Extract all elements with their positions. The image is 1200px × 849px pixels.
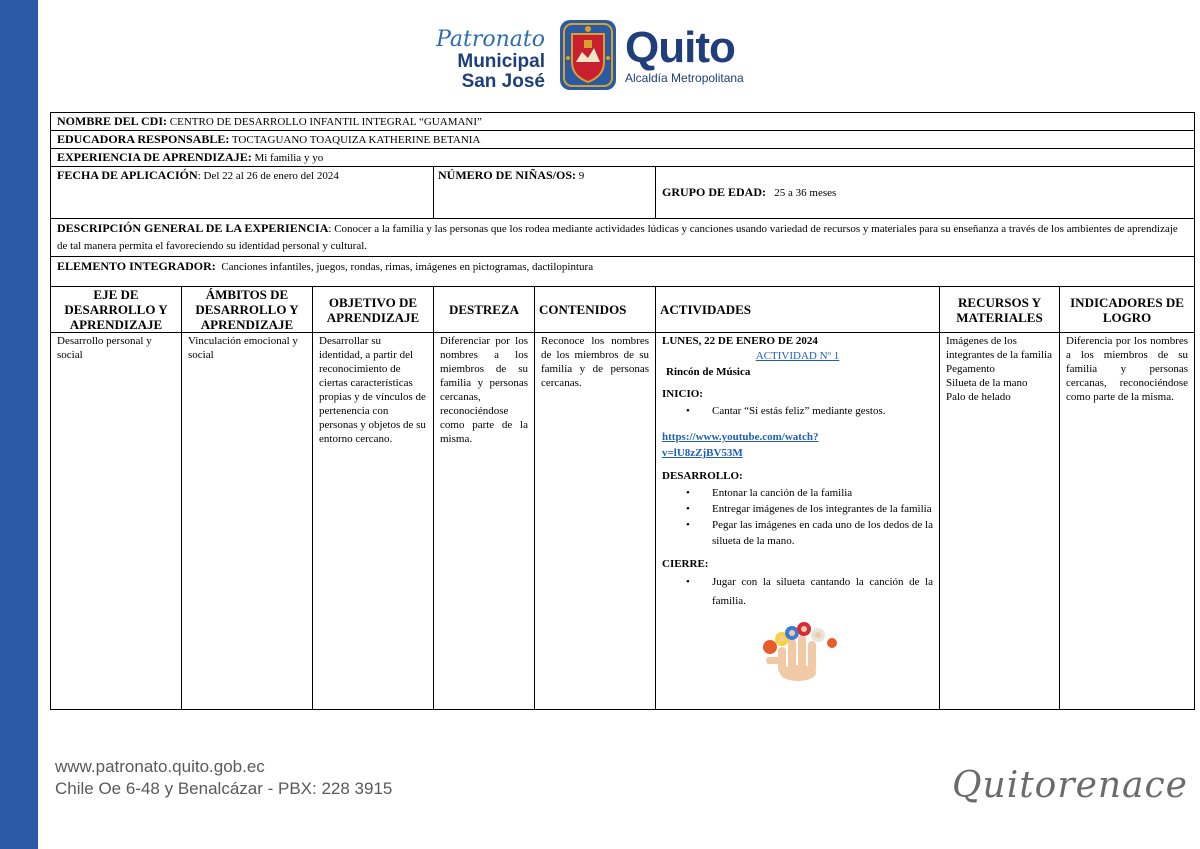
list-item: • Jugar con la silueta cantando la canción de la familia. xyxy=(680,573,933,611)
cierre-title: CIERRE: xyxy=(662,558,709,570)
activity-rincon: Rincón de Música xyxy=(666,366,751,378)
col-destreza: DESTREZA xyxy=(434,287,535,333)
patronato-logo-line1: Patronato xyxy=(436,27,545,52)
descripcion-row xyxy=(51,219,1195,257)
fecha-value: : Del 22 al 26 de enero del 2024 xyxy=(197,170,339,182)
desarrollo-list xyxy=(662,485,933,549)
cell-contenidos: Reconoce los nombres de los miembros de su familia y de personas cercanas. xyxy=(535,333,656,710)
list-item: Palo de helado xyxy=(946,391,1011,403)
cell-indicadores: Diferencia por los nombres a los miembros de su familia y personas cercanas, reconociéndose como parte de la misma. xyxy=(1060,333,1195,710)
list-item: Pegamento xyxy=(946,363,995,375)
numero-value: 9 xyxy=(576,170,585,182)
footer-address: Chile Oe 6-48 y Benalcázar - PBX: 228 3915 xyxy=(55,779,393,798)
list-item: • Cantar “Si estás feliz” mediante gestos. xyxy=(680,403,933,419)
patronato-logo-line2: Municipal xyxy=(457,51,545,72)
experiencia-value: Mi familia y yo xyxy=(251,152,324,164)
cdi-value: CENTRO DE DESARROLLO INFANTIL INTEGRAL “GUAMANI” xyxy=(167,116,482,128)
cell-ambitos: Vinculación emocional y social xyxy=(182,333,313,710)
footer-website: www.patronato.quito.gob.ec xyxy=(55,757,265,776)
planning-table xyxy=(50,112,1195,710)
quito-logo xyxy=(625,23,744,85)
descripcion-value: : Conocer a la familia y las personas que los rodea mediante actividades lúdicas y canciones usando variedad de recursos y materiales para su enseñanza a través de los ambientes de aprendizaje de tal manera permita el favoreciendo su identidad personal y cultural. xyxy=(57,223,1178,252)
activity-number: ACTIVIDAD Nº 1 xyxy=(755,350,840,362)
cierre-list xyxy=(662,573,933,611)
quitorenace-signature: Quitorenace xyxy=(952,765,1188,806)
grupo-value: 25 a 36 meses xyxy=(774,187,837,199)
col-eje: EJE DE DESARROLLO Y APRENDIZAJE xyxy=(51,287,182,333)
table-row xyxy=(51,333,1195,710)
quito-logo-title: Quito xyxy=(625,23,735,72)
cell-eje: Desarrollo personal y social xyxy=(51,333,182,710)
col-indicadores: INDICADORES DE LOGRO xyxy=(1060,287,1195,333)
list-item: • Entregar imágenes de los integrantes de la familia xyxy=(680,501,933,517)
col-ambitos: ÁMBITOS DE DESARROLLO Y APRENDIZAJE xyxy=(182,287,313,333)
cell-destreza: Diferenciar por los nombres a los miembros de su familia y personas cercanas, reconociéndose como parte de la misma. xyxy=(434,333,535,710)
cell-recursos xyxy=(940,333,1060,710)
grupo-label: GRUPO DE EDAD: xyxy=(662,185,766,199)
descripcion-label: DESCRIPCIÓN GENERAL DE LA EXPERIENCIA xyxy=(57,221,329,235)
cell-objetivo: Desarrollar su identidad, a partir del reconocimiento de ciertas características propias y de vínculos de pertenencia con personas y objetos de su entorno cercano. xyxy=(313,333,434,710)
list-item: • Entonar la canción de la familia xyxy=(680,485,933,501)
cdi-row xyxy=(51,113,1195,131)
inicio-title: INICIO: xyxy=(662,388,703,400)
side-brand-bar xyxy=(0,0,38,849)
list-item: Imágenes de los integrantes de la familia xyxy=(946,335,1052,361)
youtube-link-line2: v=lU8zZjBV53M xyxy=(662,447,743,459)
coat-of-arms-icon xyxy=(558,18,618,92)
experiencia-row xyxy=(51,149,1195,167)
desarrollo-title: DESARROLLO: xyxy=(662,470,743,482)
finger-puppets-image xyxy=(748,621,848,681)
youtube-link-line1: https://www.youtube.com/watch? xyxy=(662,431,819,443)
experiencia-label: EXPERIENCIA DE APRENDIZAJE: xyxy=(57,150,252,164)
activity-date: LUNES, 22 DE ENERO DE 2024 xyxy=(662,335,818,347)
educadora-row xyxy=(51,131,1195,149)
inicio-list xyxy=(662,403,933,419)
fecha-label: FECHA DE APLICACIÓN xyxy=(57,168,198,182)
col-actividades: ACTIVIDADES xyxy=(656,287,940,333)
footer-contact xyxy=(55,756,392,800)
educadora-label: EDUCADORA RESPONSABLE: xyxy=(57,132,230,146)
col-contenidos: CONTENIDOS xyxy=(535,287,656,333)
cdi-label: NOMBRE DEL CDI: xyxy=(57,114,168,128)
col-objetivo: OBJETIVO DE APRENDIZAJE xyxy=(313,287,434,333)
elemento-value: Canciones infantiles, juegos, rondas, rimas, imágenes en pictogramas, dactilopintura xyxy=(221,261,594,273)
quito-logo-subtitle: Alcaldía Metropolitana xyxy=(625,71,744,85)
list-item: • Pegar las imágenes en cada uno de los dedos de la silueta de la mano. xyxy=(680,517,933,549)
patronato-logo-line3: San José xyxy=(461,71,545,92)
patronato-logo xyxy=(425,28,545,92)
column-header-row xyxy=(51,287,1195,333)
elemento-row xyxy=(51,257,1195,287)
educadora-value: TOCTAGUANO TOAQUIZA KATHERINE BETANIA xyxy=(229,134,481,146)
numero-label: NÚMERO DE NIÑAS/OS: xyxy=(438,168,577,182)
cell-actividades xyxy=(656,333,940,710)
elemento-label: ELEMENTO INTEGRADOR: xyxy=(57,259,216,273)
youtube-link[interactable] xyxy=(662,429,933,461)
list-item: Silueta de la mano xyxy=(946,377,1028,389)
fecha-row xyxy=(51,167,1195,219)
col-recursos: RECURSOS Y MATERIALES xyxy=(940,287,1060,333)
